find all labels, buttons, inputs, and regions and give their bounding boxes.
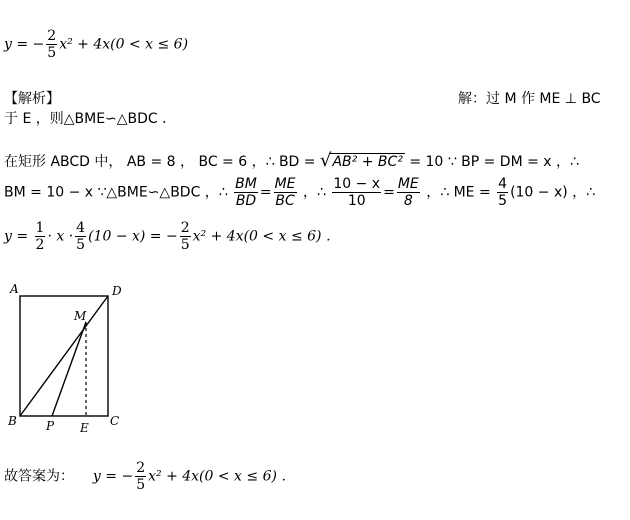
label-p: P bbox=[46, 419, 55, 433]
fraction-4-5: $\frac{4}{5}$ bbox=[498, 176, 508, 209]
analysis-line2: 于 E ，则△BME∽△BDC ． bbox=[4, 111, 177, 127]
segment-pm bbox=[52, 322, 86, 416]
fraction-10x-10: $\frac{10 - x}{10}$ bbox=[333, 176, 381, 209]
sqrt-sign: √ bbox=[319, 150, 332, 171]
label-a: A bbox=[10, 282, 19, 296]
label-m: M bbox=[74, 309, 87, 323]
top-answer-lhs: y = − bbox=[4, 36, 45, 53]
sqrt-expression: AB² + BC² bbox=[332, 154, 403, 170]
final-answer: 故答案为： y = − $\frac{2}{5}$ x² + 4x(0 < x ≤ 6) ． bbox=[4, 460, 296, 493]
reasoning-line-similar: BM = 10 − x ∵△BME∽△BDC ，∴ $\frac{BM}{BD}$ = $\frac{ME}{BC}$ ，∴ $\frac{10 - x}{10}$ = $\frac{ME}{8}$ ，∴ ME = $\frac{4}{5}$ (10 − x) ，∴ bbox=[4, 176, 596, 209]
fraction-4-5b: $\frac{4}{5}$ bbox=[76, 220, 86, 253]
fraction-2-5: $\frac{2}{5}$ bbox=[180, 220, 190, 253]
fraction-bm-bd: $\frac{BM}{BD}$ bbox=[235, 176, 257, 209]
fraction-1-2: $\frac{1}{2}$ bbox=[35, 220, 45, 253]
label-c: C bbox=[110, 414, 120, 428]
fraction-me-bc: $\frac{ME}{BC}$ bbox=[274, 176, 296, 209]
diagonal-bd bbox=[20, 296, 108, 416]
top-answer-rest: x² + 4x(0 < x ≤ 6) bbox=[59, 36, 189, 53]
analysis-title: 【解析】 bbox=[4, 91, 60, 107]
label-b: B bbox=[8, 414, 17, 428]
final-answer-prefix: 故答案为： bbox=[4, 468, 74, 485]
reasoning-line-rectangle: 在矩形 ABCD 中， AB = 8 ， BC = 6 ，∴ BD = √AB² + BC² = 10 ∵ BP = DM = x ，∴ bbox=[4, 150, 579, 171]
fraction-me-8: $\frac{ME}{8}$ bbox=[397, 176, 419, 209]
label-d: D bbox=[112, 284, 122, 298]
label-e: E bbox=[80, 421, 89, 435]
geometry-figure bbox=[0, 280, 140, 440]
final-answer-fraction: $\frac{2}{5}$ bbox=[136, 460, 146, 493]
top-answer-fraction: $\frac{2}{5}$ bbox=[47, 28, 57, 61]
analysis-intro: 解：过 M 作 ME ⊥ BC bbox=[458, 91, 601, 107]
top-answer bbox=[4, 28, 188, 61]
reasoning-line-result: y = $\frac{1}{2}$ · x · $\frac{4}{5}$ (10 − x) = − $\frac{2}{5}$ x² + 4x(0 < x ≤ 6) ． bbox=[4, 220, 340, 253]
